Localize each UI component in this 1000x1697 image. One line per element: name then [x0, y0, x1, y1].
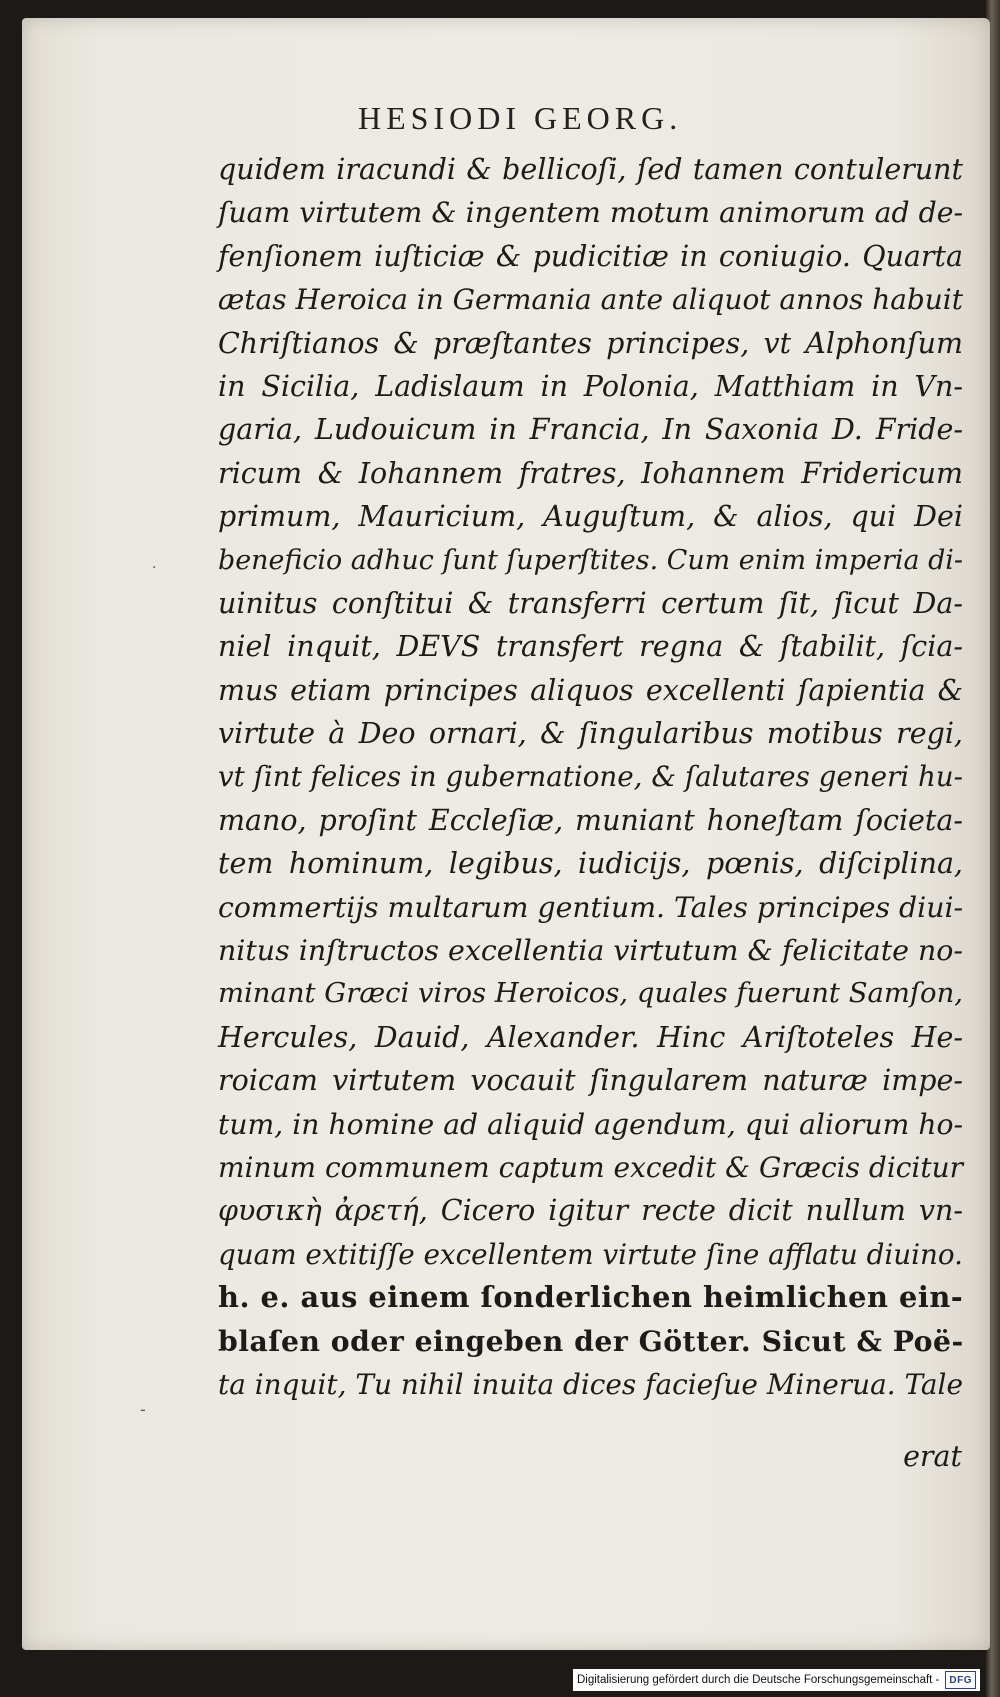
catchword: erat: [903, 1440, 962, 1473]
running-head: HESIODI GEORG.: [358, 100, 683, 136]
text-line: mus etiam principes aliquos excellenti ſapientia &: [218, 673, 963, 707]
text-line: h. e. aus einem ſonderlichen heimlichen ein-: [218, 1280, 964, 1315]
text-line: φυσικὴ ἀρετή, Cicero igitur recte dicit nullum vn-: [218, 1194, 963, 1228]
text-line: roicam virtutem vocauit ſingularem naturæ impe-: [218, 1064, 963, 1098]
text-line: niel inquit, DEVS transfert regna & ſtabilit, ſcia-: [218, 630, 963, 664]
text-line: Chriſtianos & præſtantes principes, vt Alphonſum: [218, 326, 963, 360]
text-line: in Sicilia, Ladislaum in Polonia, Matthiam in Vn-: [218, 369, 963, 403]
text-line: minum communem captum excedit & Græcis dicitur: [218, 1150, 963, 1184]
text-line: ta inquit, Tu nihil inuita dices facieſue Minerua. Tale: [218, 1367, 963, 1401]
text-line: uinitus conſtitui & transferri certum ſit, ſicut Da-: [218, 586, 963, 620]
text-line: ricum & Iohannem fratres, Iohannem Fridericum: [218, 456, 963, 490]
digitization-credit: [573, 1669, 980, 1691]
text-line: commertijs multarum gentium. Tales principes diui-: [218, 890, 964, 924]
credit-text: Digitalisierung gefördert durch die Deutsche Forschungsgemeinschaft -: [576, 1674, 940, 1686]
text-line: beneficio adhuc ſunt ſuperſtites. Cum enim imperia di-: [218, 544, 963, 576]
text-line: garia, Ludouicum in Francia, In Saxonia D. Fride-: [218, 413, 963, 447]
text-line: minant Græci viros Heroicos, quales fuerunt Samſon,: [218, 978, 963, 1010]
text-line: vt ſint felices in gubernatione, & ſalutares generi hu-: [218, 760, 963, 794]
text-line: tum, in homine ad aliquid agendum, qui aliorum ho-: [218, 1107, 963, 1141]
body-text: [218, 148, 963, 1406]
text-line: mano, proſint Eccleſiæ, muniant honeſtam ſocieta-: [218, 803, 963, 837]
margin-speck: ·: [152, 560, 157, 576]
text-line: blaſen oder eingeben der Götter. Sicut & Poë-: [218, 1323, 964, 1358]
text-line: primum, Mauricium, Auguſtum, & alios, qui Dei: [218, 500, 963, 534]
text-line: fenſionem iuſticiæ & pudicitiæ in coniugio. Quarta: [218, 239, 963, 273]
text-line: Hercules, Dauid, Alexander. Hinc Ariſtoteles He-: [218, 1020, 963, 1054]
text-line: virtute à Deo ornari, & ſingularibus motibus regi,: [218, 717, 963, 751]
text-line: quam extitiſſe excellentem virtute ſine afflatu diuino.: [218, 1237, 963, 1271]
text-line: tem hominum, legibus, iudicijs, pœnis, diſciplina,: [218, 847, 963, 881]
text-line: ſuam virtutem & ingentem motum animorum ad de-: [218, 196, 963, 230]
text-line: nitus inſtructos excellentia virtutum & felicitate no-: [218, 934, 963, 968]
margin-mark: -: [140, 1400, 146, 1419]
text-line: quidem iracundi & bellicoſi, ſed tamen contulerunt: [218, 153, 963, 186]
text-line: ætas Heroica in Germania ante aliquot annos habuit: [218, 283, 963, 317]
dfg-logo-icon: DFG: [945, 1671, 976, 1689]
